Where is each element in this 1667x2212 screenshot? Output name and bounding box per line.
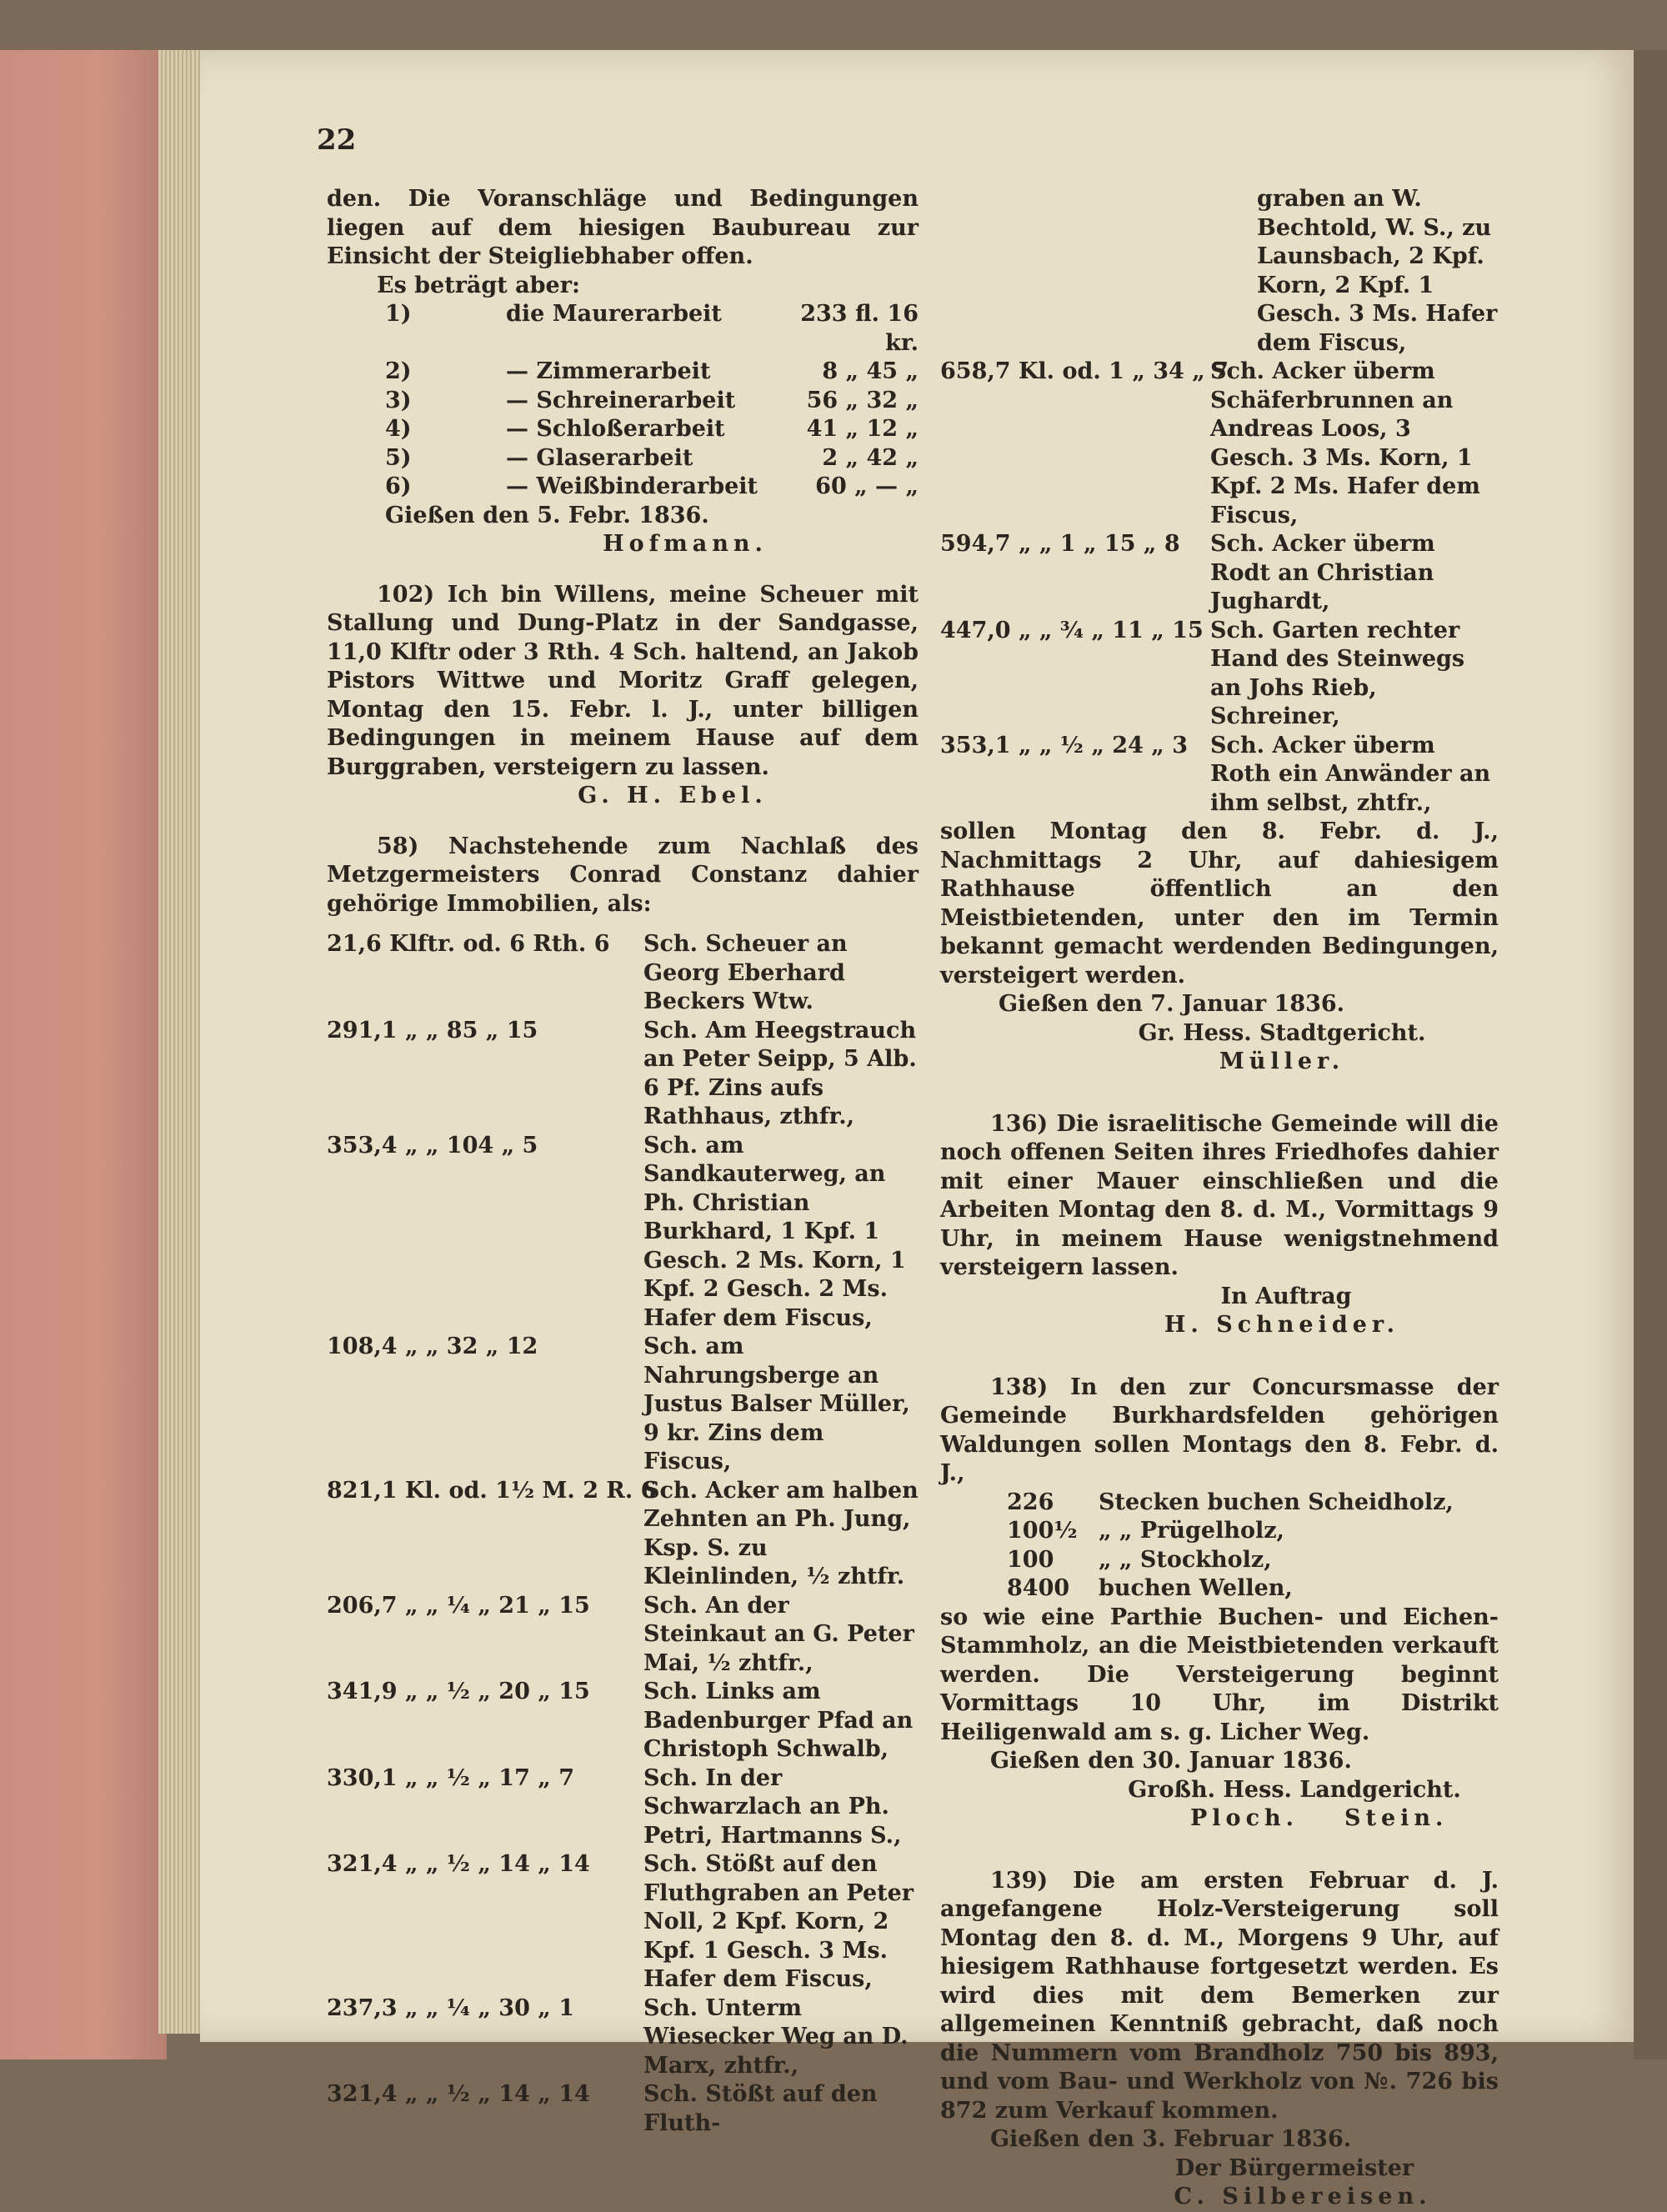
- cost-row: 2) — Zimmerarbeit 8 „ 45 „: [385, 358, 919, 384]
- property-item: 594,7 „ „ 1 „ 15 „ 8 Sch. Acker überm Rodt an Christian Jughardt,: [940, 531, 1435, 614]
- cost-row: 3) — Schreinerarbeit 56 „ 32 „: [385, 387, 919, 413]
- cost-row: 4) — Schloßerarbeit 41 „ 12 „: [385, 416, 919, 442]
- property-list-continued: [940, 358, 1499, 818]
- notice-136: 136) Die israelitische Gemeinde will die noch offenen Seiten ihres Friedhofes dahier mit einer Mauer einschließen und die Arbeiten Montag den 8. d. M., Vormittags 9 Uhr, in meinem Hause wenigstnehmend versteigern lassen.: [940, 1110, 1499, 1280]
- es-betraegt: Es beträgt aber:: [377, 272, 580, 298]
- property-item: 237,3 „ „ ¼ „ 30 „ 1 Sch. Unterm Wiesecker Weg an D. Marx, zhtfr.,: [327, 1994, 909, 2079]
- court-138: Großh. Hess. Landgericht.: [1128, 1776, 1461, 1803]
- signature-ploch: Ploch.: [1190, 1805, 1299, 1831]
- cost-row: 1) die Maurerarbeit 233 fl. 16 kr.: [385, 301, 919, 356]
- wood-item: 226 Stecken buchen Scheidholz,: [1007, 1489, 1454, 1515]
- left-column: [327, 185, 919, 2138]
- property-item: 108,4 „ „ 32 „ 12 Sch. am Nahrungsberge an Justus Balser Müller, 9 kr. Zins dem Fiscus,: [327, 1334, 910, 1474]
- notice-138: 138) In den zur Concursmasse der Gemeinde Burkhardsfelden gehörigen Waldungen sollen Montags den 8. Febr. d. J.,: [940, 1374, 1499, 1486]
- signatures-138: [940, 1804, 1499, 1834]
- signature-ebel: G. H. Ebel.: [578, 783, 768, 808]
- court-58: Gr. Hess. Stadtgericht.: [1138, 1019, 1426, 1046]
- property-item: 330,1 „ „ ½ „ 17 „ 7 Sch. In der Schwarzlach an Ph. Petri, Hartmanns S.,: [327, 1764, 902, 1849]
- property-item: 447,0 „ „ ¾ „ 11 „ 15 Sch. Garten rechter Hand des Steinwegs an Johs Rieb, Schreiner,: [940, 617, 1465, 729]
- property-item: 353,4 „ „ 104 „ 5 Sch. am Sandkauterweg, an Ph. Christian Burkhard, 1 Kpf. 1 Gesch. 2 Ms. Korn, 1 Kpf. 2 Gesch. 2 Ms. Hafer dem Fiscus,: [327, 1132, 906, 1331]
- continuation-text: graben an W. Bechtold, W. S., zu Launsbach, 2 Kpf. Korn, 2 Kpf. 1 Gesch. 3 Ms. Hafer dem Fiscus,: [1257, 186, 1498, 356]
- property-list: [327, 930, 919, 2138]
- cost-list: [327, 300, 919, 502]
- wood-item: 8400 buchen Wellen,: [1007, 1575, 1293, 1601]
- property-item: 353,1 „ „ ½ „ 24 „ 3 Sch. Acker überm Roth ein Anwänder an ihm selbst, zhtfr.,: [940, 732, 1491, 816]
- property-item: 658,7 Kl. od. 1 „ 34 „ 7 Sch. Acker überm Schäferbrunnen an Andreas Loos, 3 Gesch. 3 Ms. Korn, 1 Kpf. 2 Ms. Hafer dem Fiscus,: [940, 358, 1480, 528]
- property-item: 321,4 „ „ ½ „ 14 „ 14 Sch. Stößt auf den Fluthgraben an Peter Noll, 2 Kpf. Korn, 2 Kpf. 1 Gesch. 3 Ms. Hafer dem Fiscus,: [327, 1851, 914, 1992]
- notice-139: 139) Die am ersten Februar d. J. angefangene Holz-Versteigerung soll Montag den 8. d. M., Morgens 9 Uhr, auf hiesigem Rathhause fortgesetzt werden. Es wird dies mit dem Bemerken zur allgemeinen Kenntniß gebracht, daß noch die Nummern vom Brandholz 750 bis 893, und vom Bau- und Werkholz von №. 726 bis 872 zum Verkauf kommen.: [940, 1867, 1499, 2124]
- intro-text: den. Die Voranschläge und Bedingungen liegen auf dem hiesigen Baubureau zur Einsicht der Steigliebhaber offen.: [327, 186, 919, 269]
- date-138: Gießen den 30. Januar 1836.: [990, 1748, 1352, 1774]
- property-item: 821,1 Kl. od. 1½ M. 2 R. 6 Sch. Acker am halben Zehnten an Ph. Jung, Ksp. S. zu Kleinlinden, ½ zhtfr.: [327, 1477, 919, 1589]
- notice-58: 58) Nachstehende zum Nachlaß des Metzgermeisters Conrad Constanz dahier gehörige Immobilien, als:: [327, 833, 919, 917]
- notice-102: 102) Ich bin Willens, meine Scheuer mit Stallung und Dung-Platz in der Sandgasse, 11,0 Klftr oder 3 Rth. 4 Sch. haltend, an Jakob Pistors Wittwe und Moritz Graff gelegen, Montag den 15. Febr. l. J., unter billigen Bedingungen in meinem Hause auf dem Burggraben, versteigern zu lassen.: [327, 581, 919, 780]
- date-hofmann: Gießen den 5. Febr. 1836.: [385, 502, 709, 528]
- right-column: [940, 185, 1499, 2212]
- wood-list: [940, 1489, 1499, 1604]
- signature-mueller: Müller.: [1219, 1048, 1345, 1074]
- property-item: 206,7 „ „ ¼ „ 21 „ 15 Sch. An der Steinkaut an G. Peter Mai, ½ zhtfr.,: [327, 1592, 914, 1676]
- date-139: Gießen den 3. Februar 1836.: [990, 2126, 1352, 2152]
- cost-row: 6) — Weißbinderarbeit 60 „ — „: [385, 473, 919, 499]
- property-item: 21,6 Klftr. od. 6 Rth. 6 Sch. Scheuer an Georg Eberhard Beckers Wtw.: [327, 931, 848, 1014]
- in-auftrag: In Auftrag: [1220, 1283, 1352, 1309]
- signature-hofmann: Hofmann.: [603, 531, 768, 557]
- page-number: 22: [317, 123, 357, 157]
- signature-schneider: H. Schneider.: [1164, 1312, 1400, 1338]
- date-58: Gießen den 7. Januar 1836.: [999, 991, 1345, 1017]
- title-buergermeister: Der Bürgermeister: [1174, 2154, 1414, 2181]
- signature-silbereisen: C. Silbereisen.: [1174, 2184, 1432, 2209]
- property-item: 291,1 „ „ 85 „ 15 Sch. Am Heegstrauch an Peter Seipp, 5 Alb. 6 Pf. Zins aufs Rathhaus, zthfr.,: [327, 1017, 917, 1129]
- cost-row: 5) — Glaserarbeit 2 „ 42 „: [385, 444, 919, 471]
- notice-138-cont: so wie eine Parthie Buchen- und Eichen-Stammholz, an die Meistbietenden verkauft werden. Die Versteigerung beginnt Vormittags 10 Uhr, im Distrikt Heiligenwald am s. g. Licher Weg.: [940, 1604, 1499, 1745]
- property-item: 341,9 „ „ ½ „ 20 „ 15 Sch. Links am Badenburger Pfad an Christoph Schwalb,: [327, 1679, 914, 1762]
- wood-item: 100½ „ „ Prügelholz,: [1007, 1518, 1284, 1544]
- wood-item: 100 „ „ Stockholz,: [1007, 1546, 1272, 1573]
- property-item: 321,4 „ „ ½ „ 14 „ 14 Sch. Stößt auf den Fluth-: [327, 2081, 878, 2136]
- right-border: [1634, 50, 1667, 2059]
- book-spine: [0, 50, 167, 2059]
- signature-stein: Stein.: [1344, 1805, 1449, 1831]
- sale-terms-58: sollen Montag den 8. Febr. d. J., Nachmittags 2 Uhr, auf dahiesigem Rathhause öffentlich an den Meistbietenden, unter den im Termin bekannt gemacht werdenden Bedingungen, versteigert werden.: [940, 818, 1499, 988]
